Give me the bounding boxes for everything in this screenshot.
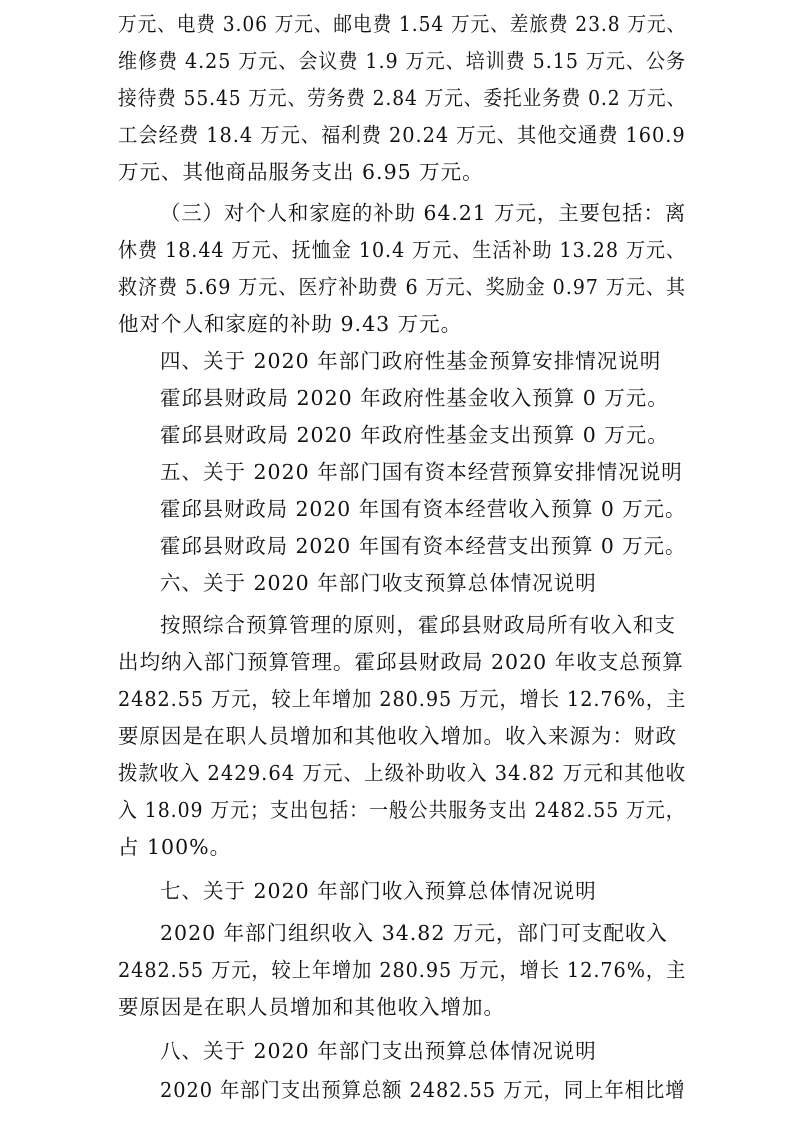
paragraph-line: 救济费 5.69 万元、医疗补助费 6 万元、奖励金 0.97 万元、其 <box>118 275 686 299</box>
paragraph-line: 霍邱县财政局 2020 年国有资本经营收入预算 0 万元。 <box>160 497 687 521</box>
section-heading: 四、关于 2020 年部门政府性基金预算安排情况说明 <box>160 349 662 373</box>
paragraph-line: 休费 18.44 万元、抚恤金 10.4 万元、生活补助 13.28 万元、 <box>118 238 687 262</box>
paragraph-line: 霍邱县财政局 2020 年国有资本经营支出预算 0 万元。 <box>160 534 687 558</box>
paragraph-line: 霍邱县财政局 2020 年政府性基金收入预算 0 万元。 <box>160 386 669 410</box>
paragraph-line: 出均纳入部门预算管理。霍邱县财政局 2020 年收支总预算 <box>118 650 684 674</box>
section-heading: 五、关于 2020 年部门国有资本经营预算安排情况说明 <box>160 460 683 484</box>
paragraph-line: 万元、其他商品服务支出 6.95 万元。 <box>118 160 484 184</box>
paragraph-line: 他对个人和家庭的补助 9.43 万元。 <box>118 312 463 336</box>
section-heading: 七、关于 2020 年部门收入预算总体情况说明 <box>160 879 597 903</box>
paragraph-line: 2020 年部门组织收入 34.82 万元，部门可支配收入 <box>160 921 668 945</box>
paragraph-line: 工会经费 18.4 万元、福利费 20.24 万元、其他交通费 160.9 <box>118 123 686 147</box>
paragraph-line: （三）对个人和家庭的补助 64.21 万元，主要包括：离 <box>160 201 687 225</box>
paragraph-line: 2482.55 万元，较上年增加 280.95 万元，增长 12.76%，主 <box>118 687 687 711</box>
paragraph-line: 占 100%。 <box>118 835 232 859</box>
paragraph-line: 霍邱县财政局 2020 年政府性基金支出预算 0 万元。 <box>160 423 669 447</box>
paragraph-line: 按照综合预算管理的原则，霍邱县财政局所有收入和支 <box>160 613 676 637</box>
paragraph-line: 2482.55 万元，较上年增加 280.95 万元，增长 12.76%，主 <box>118 958 687 982</box>
paragraph-line: 维修费 4.25 万元、会议费 1.9 万元、培训费 5.15 万元、公务 <box>118 49 686 73</box>
paragraph-line: 要原因是在职人员增加和其他收入增加。收入来源为：财政 <box>118 724 677 748</box>
paragraph-line: 拨款收入 2429.64 万元、上级补助收入 34.82 万元和其他收 <box>118 761 687 785</box>
section-heading: 八、关于 2020 年部门支出预算总体情况说明 <box>160 1039 597 1063</box>
section-heading: 六、关于 2020 年部门收支预算总体情况说明 <box>160 571 597 595</box>
paragraph-line: 2020 年部门支出预算总额 2482.55 万元，同上年相比增 <box>160 1078 686 1102</box>
paragraph-line: 入 18.09 万元；支出包括：一般公共服务支出 2482.55 万元， <box>118 798 686 822</box>
paragraph-line: 接待费 55.45 万元、劳务费 2.84 万元、委托业务费 0.2 万元、 <box>118 86 687 110</box>
paragraph-line: 要原因是在职人员增加和其他收入增加。 <box>118 995 505 1019</box>
paragraph-line: 万元、电费 3.06 万元、邮电费 1.54 万元、差旅费 23.8 万元、 <box>118 12 687 36</box>
